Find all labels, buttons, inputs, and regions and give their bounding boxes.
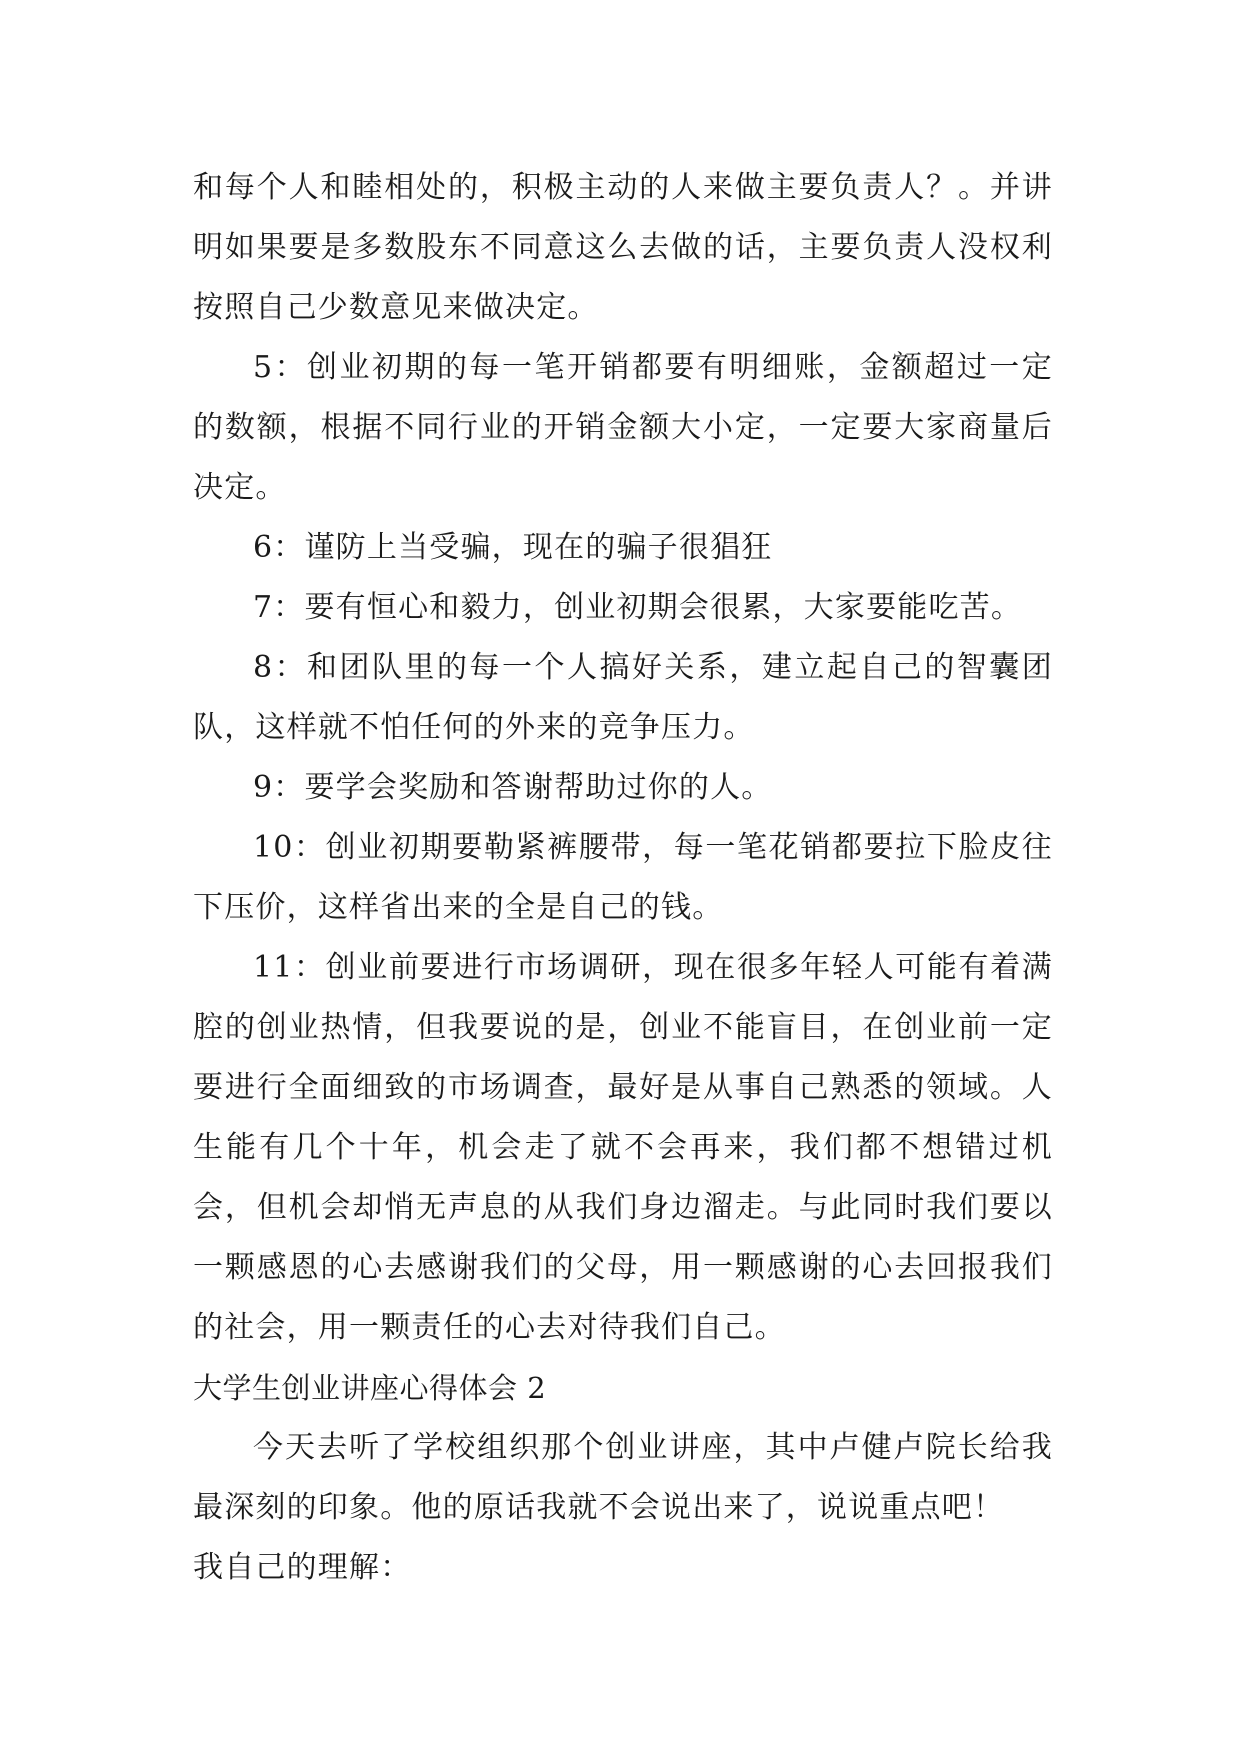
section-paragraph-1: 今天去听了学校组织那个创业讲座，其中卢健卢院长给我最深刻的印象。他的原话我就不会说出来了，说说重点吧！	[193, 1430, 1053, 1525]
paragraph-item-5: 5：创业初期的每一笔开销都要有明细账，金额超过一定的数额，根据不同行业的开销金额大小定，一定要大家商量后决定。	[193, 350, 1053, 505]
section-paragraph-2: 我自己的理解：	[193, 1550, 412, 1585]
section-title: 大学生创业讲座心得体会 2	[193, 1371, 547, 1405]
paragraph-item-10: 10：创业初期要勒紧裤腰带，每一笔花销都要拉下脸皮往下压价，这样省出来的全是自己的钱。	[193, 830, 1053, 925]
paragraph-continued: 和每个人和睦相处的，积极主动的人来做主要负责人？。并讲明如果要是多数股东不同意这么去做的话，主要负责人没权利按照自己少数意见来做决定。	[193, 170, 1053, 325]
paragraph-item-7: 7：要有恒心和毅力，创业初期会很累，大家要能吃苦。	[253, 590, 1023, 625]
paragraph-item-6: 6：谨防上当受骗，现在的骗子很猖狂	[253, 530, 773, 565]
document-page	[193, 158, 1053, 1598]
paragraph-item-11: 11：创业前要进行市场调研，现在很多年轻人可能有着满腔的创业热情，但我要说的是，创业不能盲目，在创业前一定要进行全面细致的市场调查，最好是从事自己熟悉的领域。人生能有几个十年，机会走了就不会再来，我们都不想错过机会，但机会却悄无声息的从我们身边溜走。与此同时我们要以一颗感恩的心去感谢我们的父母，用一颗感谢的心去回报我们的社会，用一颗责任的心去对待我们自己。	[193, 950, 1053, 1345]
paragraph-item-8: 8：和团队里的每一个人搞好关系，建立起自己的智囊团队，这样就不怕任何的外来的竞争压力。	[193, 650, 1053, 745]
paragraph-item-9: 9：要学会奖励和答谢帮助过你的人。	[253, 770, 773, 805]
